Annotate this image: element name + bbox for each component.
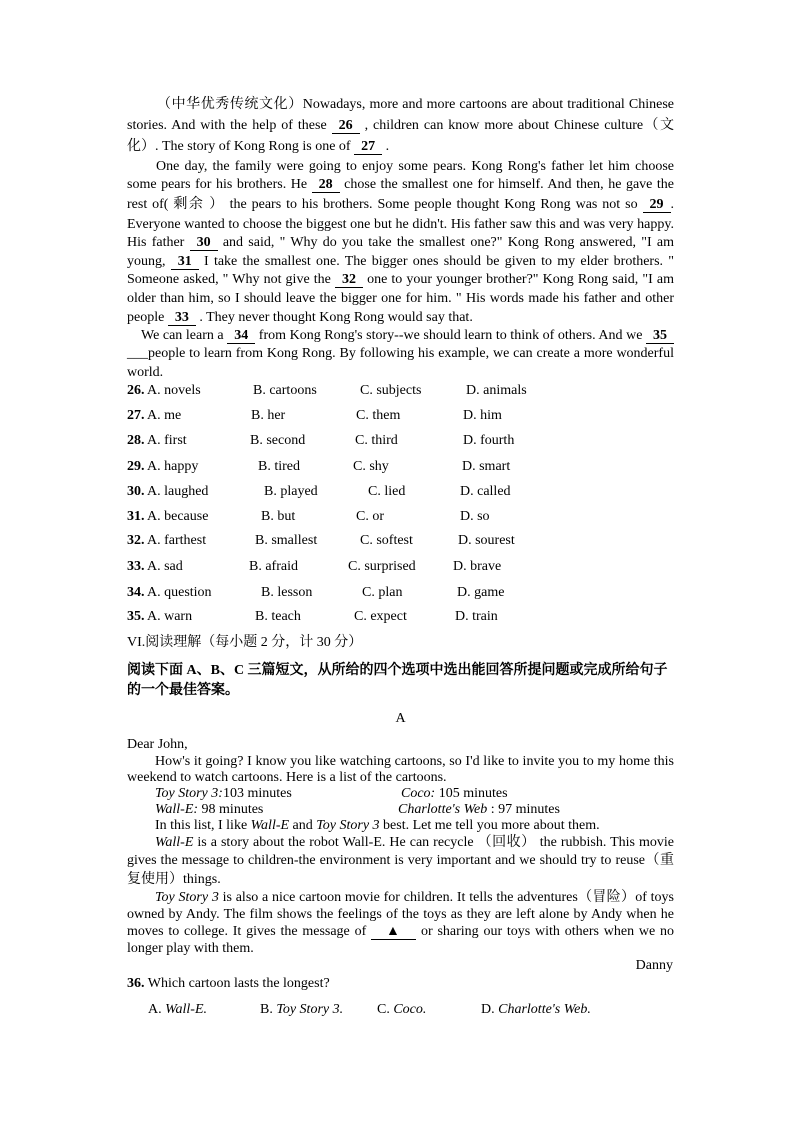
option-row — [0, 507, 794, 527]
option-text: Charlotte's Web. — [498, 1002, 591, 1017]
option-c: C. shy — [353, 459, 389, 474]
option-d: D. animals — [466, 383, 527, 398]
question-number: 26. — [127, 383, 145, 398]
line-text: His father — [127, 235, 190, 250]
letter-line: gives the message to children-the environment is very important and we should try to reuse（重 — [127, 853, 674, 868]
cartoon-duration: 98 minutes — [198, 802, 264, 817]
passage-line — [157, 95, 674, 115]
blank-26: 26 — [332, 118, 360, 134]
blank-triangle: ▲ — [371, 924, 416, 940]
line-text: Someone asked, " Why not give the — [127, 272, 335, 287]
option-b: B. second — [250, 433, 306, 448]
option-row — [0, 457, 794, 477]
cartoon-title: Toy Story 3 — [316, 818, 380, 833]
letter-line — [155, 889, 674, 907]
question-number: 28. — [127, 433, 145, 448]
option-text: Toy Story 3. — [276, 1002, 344, 1017]
question-36-options — [0, 1001, 794, 1019]
option-d: D. him — [463, 408, 502, 423]
question-36 — [127, 975, 674, 993]
letter-line: 复使用）things. — [127, 872, 221, 887]
option-d: D. so — [460, 509, 490, 524]
option-d: D. called — [460, 484, 511, 499]
option-b: B. tired — [258, 459, 300, 474]
option-c: C. plan — [362, 585, 403, 600]
option-c: C. expect — [354, 609, 407, 624]
passage-line — [127, 233, 674, 253]
line-text: best. Let me tell you more about them. — [379, 818, 600, 833]
option-a: A. sad — [147, 559, 183, 574]
instruction-line: 阅读下面 A、B、C 三篇短文，从所给的四个选项中选出能回答所提问题或完成所给句子 — [127, 663, 668, 678]
section-heading: VI.阅读理解（每小题 2 分，计 30 分） — [127, 635, 363, 650]
option-c — [377, 1001, 426, 1019]
option-row — [0, 531, 794, 551]
letter-greeting: Dear John, — [127, 737, 188, 752]
option-b: B. her — [251, 408, 286, 423]
option-c: C. softest — [360, 533, 413, 548]
letter-line — [127, 923, 674, 941]
line-text: and said, " Why do you take the smallest one?" Kong Rong answered, "I am — [217, 235, 674, 250]
letter-line — [155, 817, 674, 835]
option-letter: C. — [377, 1002, 394, 1017]
option-b: B. played — [264, 484, 318, 499]
option-row — [0, 381, 794, 401]
line-text: We can learn a — [141, 328, 228, 343]
line-text: one to your younger brother?" Kong Rong said, "I am — [362, 272, 674, 287]
line-text: world. — [127, 365, 164, 380]
option-letter: B. — [260, 1002, 277, 1017]
blank-29: 29 — [643, 197, 671, 213]
blank-34: 34 — [227, 328, 255, 344]
cartoon-title: Toy Story 3: — [155, 786, 223, 801]
line-text: chose the smallest one for himself. And then, he gave the — [339, 177, 674, 192]
option-c: C. surprised — [348, 559, 416, 574]
line-text: or sharing our toys with others when we no — [416, 924, 674, 939]
option-d — [481, 1001, 591, 1019]
passage-line — [127, 289, 674, 309]
passage-line — [127, 308, 674, 328]
passage-line — [127, 344, 674, 364]
option-row — [0, 583, 794, 603]
option-d: D. brave — [453, 559, 502, 574]
option-row — [0, 482, 794, 502]
line-text: I take the smallest one. The bigger ones should be given to my elder brothers. " — [198, 254, 675, 269]
option-row — [0, 607, 794, 627]
line-text: ___people to learn from Kong Rong. By following his example, we can create a more wonderful — [127, 346, 674, 361]
instruction-line: 的一个最佳答案。 — [127, 683, 239, 698]
blank-35: 35 — [646, 328, 674, 344]
line-text: some pears for his brothers. He — [127, 177, 312, 192]
passage-line — [127, 215, 674, 235]
line-text: people — [127, 310, 168, 325]
letter-line: How's it going? I know you like watching cartoons, so I'd like to invite you to my home this — [155, 754, 674, 769]
line-text: moves to college. It gives the message of — [127, 924, 372, 939]
passage-line — [127, 116, 674, 136]
line-text: and — [289, 818, 317, 833]
option-a: A. me — [147, 408, 182, 423]
cartoon-title: Toy Story 3 — [155, 890, 219, 905]
line-text: . — [670, 197, 674, 212]
passage-line — [127, 195, 674, 215]
letter-signature: Danny — [635, 958, 673, 973]
option-row — [0, 557, 794, 577]
passage-line — [127, 363, 674, 383]
option-a: A. happy — [147, 459, 199, 474]
option-b: B. teach — [255, 609, 301, 624]
passage-line — [127, 270, 674, 290]
line-text: rest of( 剩余 ） the pears to his brothers. Some people thought Kong Rong was not so — [127, 197, 643, 212]
option-b: B. smallest — [255, 533, 318, 548]
letter-line: longer play with them. — [127, 941, 254, 956]
passage-line — [156, 157, 674, 177]
cartoon-title: Wall-E — [155, 835, 194, 850]
option-c: C. subjects — [360, 383, 422, 398]
option-c: C. lied — [368, 484, 406, 499]
passage-line — [127, 137, 674, 157]
question-number: 29. — [127, 459, 145, 474]
line-text: young, — [127, 254, 171, 269]
question-number: 34. — [127, 585, 145, 600]
option-letter: D. — [481, 1002, 499, 1017]
question-number: 27. — [127, 408, 145, 423]
cartoon-duration: 103 minutes — [222, 786, 292, 801]
question-number: 36. — [127, 976, 145, 991]
option-d: D. fourth — [463, 433, 515, 448]
letter-line: weekend to watch cartoons. Here is a list of the cartoons. — [127, 770, 447, 785]
option-text: Wall-E. — [165, 1002, 207, 1017]
question-number: 35. — [127, 609, 145, 624]
cartoon-title: Charlotte's Web — [398, 802, 488, 817]
passage-line — [127, 252, 674, 272]
option-text: Coco. — [393, 1002, 427, 1017]
passage-label: A — [395, 711, 406, 726]
option-b — [260, 1001, 343, 1019]
line-text: is a story about the robot Wall-E. He can recycle （回收） the rubbish. This movie — [193, 835, 674, 850]
line-text: . — [382, 139, 390, 154]
option-b: B. but — [261, 509, 296, 524]
line-text: One day, the family were going to enjoy some pears. Kong Rong's father let him choose — [156, 159, 674, 174]
option-d: D. train — [455, 609, 498, 624]
question-number: 33. — [127, 559, 145, 574]
blank-31: 31 — [171, 254, 199, 270]
cartoon-title: Wall-E — [250, 818, 290, 833]
option-d: D. sourest — [458, 533, 515, 548]
option-letter: A. — [148, 1002, 166, 1017]
cartoon-title: Wall-E: — [155, 802, 199, 817]
line-text: . They never thought Kong Rong would say that. — [195, 310, 473, 325]
option-a: A. laughed — [147, 484, 209, 499]
option-row — [0, 431, 794, 451]
cartoon-duration: : 97 minutes — [487, 802, 560, 817]
passage-line — [127, 175, 674, 195]
question-number: 30. — [127, 484, 145, 499]
option-a — [148, 1001, 207, 1019]
line-text: stories. And with the help of these — [127, 118, 332, 133]
letter-line: owned by Andy. The film shows the feelings of the toys as they are left alone by Andy when he — [127, 907, 674, 922]
passage-line — [141, 326, 674, 346]
option-a: A. first — [147, 433, 187, 448]
blank-28: 28 — [312, 177, 340, 193]
option-c: C. third — [355, 433, 398, 448]
question-text: Which cartoon lasts the longest? — [144, 976, 330, 991]
question-number: 32. — [127, 533, 145, 548]
letter-line — [155, 834, 674, 852]
line-text: In this list, I like — [155, 818, 251, 833]
option-c: C. or — [356, 509, 384, 524]
option-a: A. warn — [147, 609, 193, 624]
line-text: 化）. The story of Kong Rong is one of — [127, 139, 355, 154]
option-a: A. farthest — [147, 533, 207, 548]
option-b: B. afraid — [249, 559, 298, 574]
line-text: （中华优秀传统文化）Nowadays, more and more cartoons are about traditional Chinese — [157, 97, 674, 112]
option-a: A. question — [147, 585, 212, 600]
option-d: D. smart — [462, 459, 511, 474]
option-b: B. cartoons — [253, 383, 317, 398]
option-row — [0, 406, 794, 426]
blank-33: 33 — [168, 310, 196, 326]
line-text: from Kong Rong's story--we should learn to think of others. And we — [255, 328, 646, 343]
blank-30: 30 — [190, 235, 218, 251]
question-number: 31. — [127, 509, 145, 524]
blank-32: 32 — [335, 272, 363, 288]
cartoon-title: Coco: — [401, 786, 436, 801]
line-text: , children can know more about Chinese culture（文 — [359, 118, 674, 133]
line-text: Everyone wanted to choose the biggest one but he didn't. His father saw this and was very happy. — [127, 217, 674, 232]
line-text: older than him, so I should leave the bigger one for him. " His words made his father and other — [127, 291, 674, 306]
option-c: C. them — [356, 408, 401, 423]
blank-27: 27 — [354, 139, 382, 155]
option-a: A. novels — [147, 383, 201, 398]
cartoon-duration: 105 minutes — [435, 786, 508, 801]
option-b: B. lesson — [261, 585, 313, 600]
line-text: is also a nice cartoon movie for children. It tells the adventures（冒险）of toys — [218, 890, 674, 905]
option-d: D. game — [457, 585, 505, 600]
option-a: A. because — [147, 509, 209, 524]
